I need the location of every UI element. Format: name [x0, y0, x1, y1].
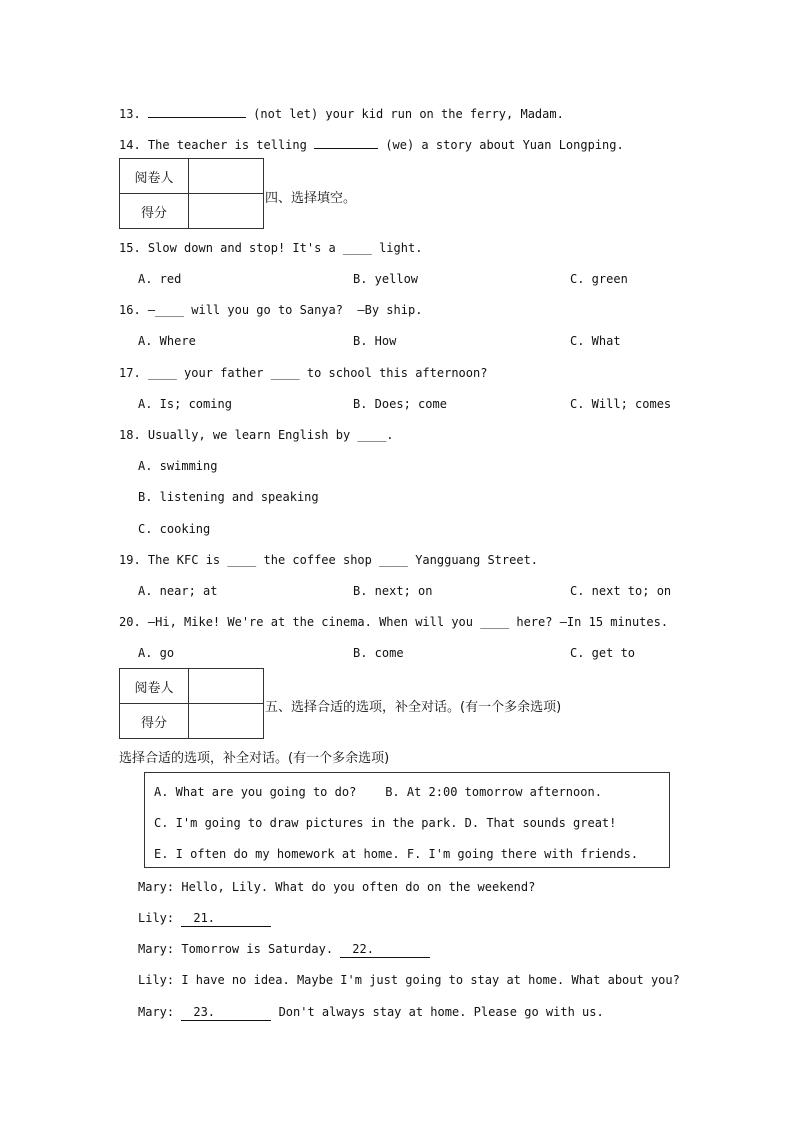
answer-blank-21[interactable]: 21.	[181, 910, 271, 927]
reviewer-label: 阅卷人	[120, 669, 189, 704]
section-5-title: 五、选择合适的选项，补全对话。(有一个多余选项)	[265, 700, 562, 715]
score-table	[119, 158, 264, 229]
reviewer-cell[interactable]	[189, 159, 264, 194]
options-row: C. I'm going to draw pictures in the park. D. That sounds great!	[154, 816, 617, 830]
option-a[interactable]: A. Is; coming	[138, 397, 232, 411]
option-b[interactable]: B. listening and speaking	[138, 490, 319, 504]
question-number: 13.	[119, 107, 141, 121]
speaker: Mary:	[138, 1005, 182, 1019]
section-4-title: 四、选择填空。	[265, 191, 357, 206]
question-hint: (not let) your kid run on the ferry, Madam.	[253, 107, 564, 121]
dialogue-line	[138, 1004, 604, 1021]
options-row: A. What are you going to do? B. At 2:00 tomorrow afternoon.	[154, 785, 602, 799]
question-15-stem: 15. Slow down and stop! It's a ____ light.	[119, 241, 423, 255]
answer-blank[interactable]	[148, 105, 246, 118]
question-19-stem: 19. The KFC is ____ the coffee shop ____ Yangguang Street.	[119, 553, 539, 567]
dialogue-text: Don't always stay at home. Please go with us.	[271, 1005, 604, 1019]
score-table	[119, 668, 264, 739]
score-cell[interactable]	[189, 704, 264, 739]
option-b[interactable]: B. How	[353, 334, 397, 348]
option-c[interactable]: C. get to	[570, 646, 636, 660]
option-b[interactable]: B. yellow	[353, 272, 419, 286]
score-label: 得分	[120, 194, 189, 229]
question-text: 14. The teacher is telling	[119, 138, 307, 152]
dialogue-line	[138, 910, 271, 927]
dialogue-line	[138, 941, 430, 958]
option-c[interactable]: C. Will; comes	[570, 397, 672, 411]
question-17-stem: 17. ____ your father ____ to school this afternoon?	[119, 366, 488, 380]
answer-blank[interactable]	[314, 136, 378, 149]
speaker: Mary: Tomorrow is Saturday.	[138, 942, 341, 956]
option-a[interactable]: A. Where	[138, 334, 196, 348]
option-c[interactable]: C. cooking	[138, 522, 211, 536]
option-c[interactable]: C. What	[570, 334, 621, 348]
option-a[interactable]: A. go	[138, 646, 175, 660]
question-14	[119, 136, 624, 153]
option-a[interactable]: A. swimming	[138, 459, 218, 473]
dialogue-line: Mary: Hello, Lily. What do you often do on the weekend?	[138, 880, 536, 894]
reviewer-label: 阅卷人	[120, 159, 189, 194]
answer-blank-23[interactable]: 23.	[181, 1004, 271, 1021]
score-label: 得分	[120, 704, 189, 739]
question-hint: (we) a story about Yuan Longping.	[385, 138, 624, 152]
option-c[interactable]: C. green	[570, 272, 628, 286]
option-b[interactable]: B. come	[353, 646, 404, 660]
score-cell[interactable]	[189, 194, 264, 229]
answer-blank-22[interactable]: 22.	[340, 941, 430, 958]
reviewer-cell[interactable]	[189, 669, 264, 704]
question-20-stem: 20. —Hi, Mike! We're at the cinema. When will you ____ here? —In 15 minutes.	[119, 615, 669, 629]
option-a[interactable]: A. red	[138, 272, 182, 286]
options-row: E. I often do my homework at home. F. I'm going there with friends.	[154, 847, 639, 861]
speaker: Lily:	[138, 911, 182, 925]
option-b[interactable]: B. Does; come	[353, 397, 447, 411]
option-a[interactable]: A. near; at	[138, 584, 218, 598]
question-13	[119, 105, 564, 122]
question-16-stem: 16. —____ will you go to Sanya? —By ship.	[119, 303, 423, 317]
options-box	[144, 772, 670, 868]
option-b[interactable]: B. next; on	[353, 584, 433, 598]
dialogue-line: Lily: I have no idea. Maybe I'm just going to stay at home. What about you?	[138, 973, 680, 987]
section-5-instruction: 选择合适的选项，补全对话。(有一个多余选项)	[119, 751, 390, 766]
question-18-stem: 18. Usually, we learn English by ____.	[119, 428, 394, 442]
option-c[interactable]: C. next to; on	[570, 584, 672, 598]
